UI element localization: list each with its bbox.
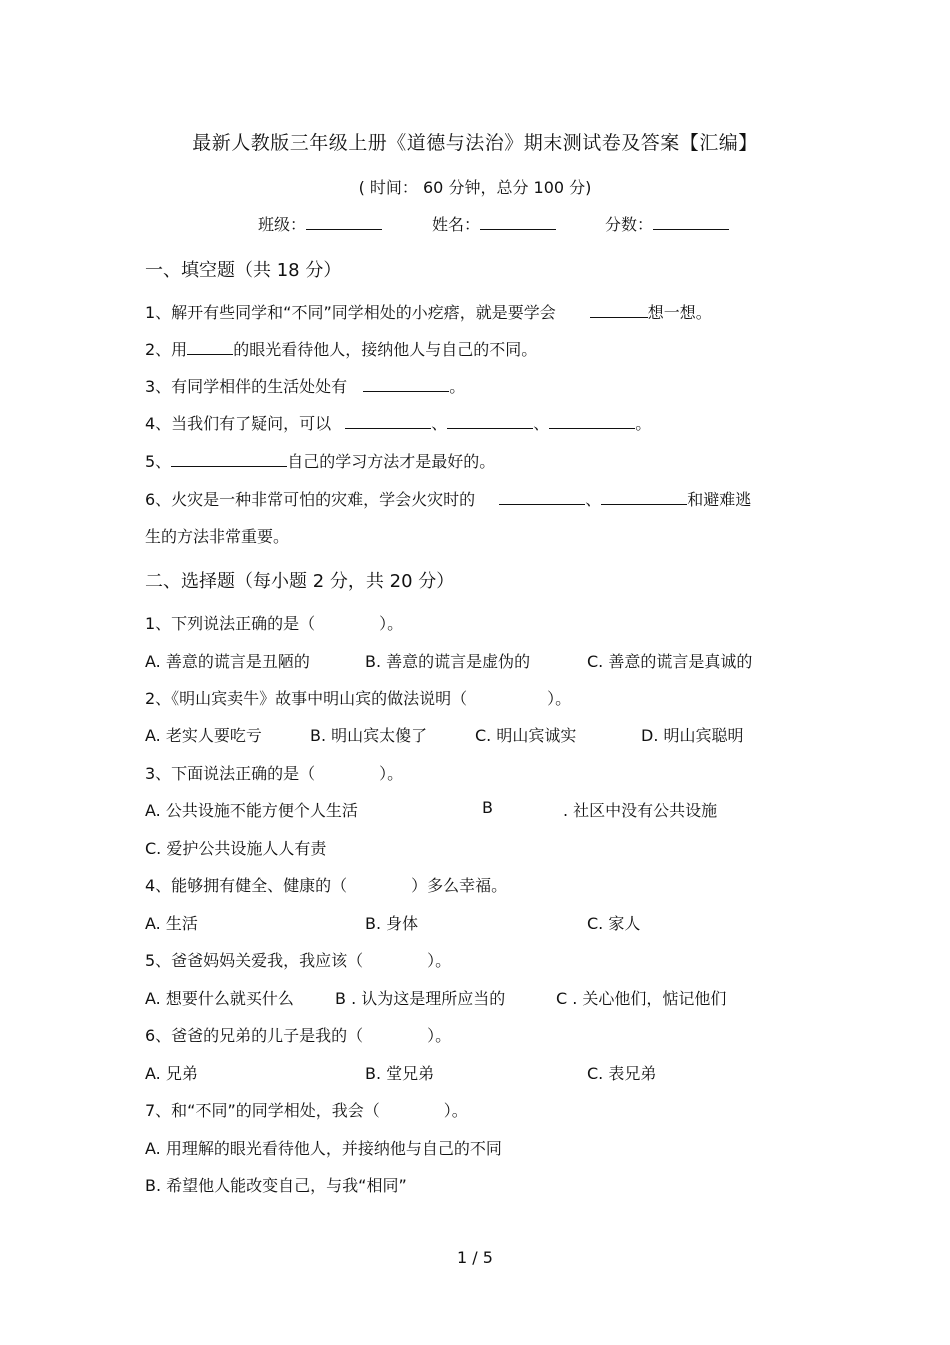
- answer-blank[interactable]: [499, 490, 585, 505]
- option-b[interactable]: . 社区中没有公共设施: [563, 801, 718, 820]
- name-field: [432, 212, 556, 235]
- class-field: [258, 212, 382, 235]
- choice-question-6: 6、爸爸的兄弟的儿子是我的（ ）。: [145, 1026, 452, 1045]
- time-score-info: ( 时间： 60 分钟，总分 100 分): [358, 178, 592, 197]
- section-choice-heading: 二、选择题（每小题 2 分，共 20 分）: [145, 571, 455, 592]
- class-blank[interactable]: [306, 215, 382, 230]
- choice-question-3: 3、下面说法正确的是（ ）。: [145, 764, 404, 783]
- option-c[interactable]: C. 明山宾诚实: [475, 726, 577, 745]
- fill-question-2: [145, 337, 537, 360]
- separator: 、: [431, 414, 448, 433]
- choice-question-1: 1、下列说法正确的是（ ）。: [145, 614, 404, 633]
- answer-blank[interactable]: [447, 414, 533, 429]
- score-label: 分数：: [605, 215, 654, 234]
- option-a[interactable]: A. 老实人要吃亏: [145, 726, 262, 745]
- option-b[interactable]: B. 堂兄弟: [365, 1064, 435, 1083]
- separator: 、: [585, 490, 602, 509]
- fill-question-5: [145, 449, 495, 472]
- option-b-letter[interactable]: B: [482, 798, 493, 817]
- option-b[interactable]: B. 希望他人能改变自己，与我“相同”: [145, 1176, 407, 1195]
- question-text: 的眼光看待他人，接纳他人与自己的不同。: [233, 340, 538, 359]
- question-text: 3、有同学相伴的生活处处有: [145, 377, 348, 396]
- option-a[interactable]: A. 想要什么就买什么: [145, 989, 294, 1008]
- option-c[interactable]: C . 关心他们，惦记他们: [556, 989, 727, 1008]
- option-a[interactable]: A. 兄弟: [145, 1064, 198, 1083]
- fill-question-6-cont: 生的方法非常重要。: [145, 527, 290, 546]
- fill-question-1: [145, 300, 712, 323]
- option-c[interactable]: C. 家人: [587, 914, 641, 933]
- separator: 。: [635, 414, 652, 433]
- answer-blank[interactable]: [549, 414, 635, 429]
- answer-blank[interactable]: [590, 303, 648, 318]
- page-title: 最新人教版三年级上册《道德与法治》期末测试卷及答案【汇编】: [192, 132, 758, 154]
- question-text: 6、火灾是一种非常可怕的灾难，学会火灾时的: [145, 490, 476, 509]
- name-blank[interactable]: [480, 215, 556, 230]
- question-text: 自己的学习方法才是最好的。: [287, 452, 496, 471]
- option-c[interactable]: C. 爱护公共设施人人有责: [145, 839, 327, 858]
- name-label: 姓名：: [432, 215, 481, 234]
- class-label: 班级：: [258, 215, 307, 234]
- answer-blank[interactable]: [601, 490, 687, 505]
- fill-question-4: [145, 411, 651, 434]
- answer-blank[interactable]: [187, 340, 233, 355]
- answer-blank[interactable]: [363, 377, 449, 392]
- score-field: [605, 212, 729, 235]
- option-b[interactable]: B. 善意的谎言是虚伪的: [365, 652, 531, 671]
- option-a[interactable]: A. 生活: [145, 914, 198, 933]
- choice-question-4: 4、能够拥有健全、健康的（ ）多么幸福。: [145, 876, 508, 895]
- option-b[interactable]: B. 明山宾太傻了: [310, 726, 428, 745]
- option-c[interactable]: C. 表兄弟: [587, 1064, 657, 1083]
- score-blank[interactable]: [653, 215, 729, 230]
- fill-question-6: [145, 487, 751, 510]
- fill-question-3: [145, 374, 465, 397]
- option-a[interactable]: A. 公共设施不能方便个人生活: [145, 801, 358, 820]
- option-d[interactable]: D. 明山宾聪明: [641, 726, 744, 745]
- option-b[interactable]: B . 认为这是理所应当的: [335, 989, 506, 1008]
- answer-blank[interactable]: [345, 414, 431, 429]
- option-c[interactable]: C. 善意的谎言是真诚的: [587, 652, 753, 671]
- question-text: 1、解开有些同学和“不同”同学相处的小疙瘩，就是要学会: [145, 303, 556, 322]
- option-b[interactable]: B. 身体: [365, 914, 419, 933]
- choice-question-5: 5、爸爸妈妈关爱我，我应该（ ）。: [145, 951, 452, 970]
- choice-question-7: 7、和“不同”的同学相处，我会（ ）。: [145, 1101, 468, 1120]
- answer-blank[interactable]: [171, 452, 287, 467]
- section-fill-blank-heading: 一、填空题（共 18 分）: [145, 260, 342, 281]
- option-a[interactable]: A. 善意的谎言是丑陋的: [145, 652, 310, 671]
- question-text: 和避难逃: [687, 490, 752, 509]
- choice-question-2: 2、《明山宾卖牛》故事中明山宾的做法说明（ ）。: [145, 689, 572, 708]
- option-a[interactable]: A. 用理解的眼光看待他人，并接纳他与自己的不同: [145, 1139, 502, 1158]
- question-text: 。: [449, 377, 466, 396]
- page-number: 1 / 5: [457, 1248, 493, 1267]
- question-text: 2、用: [145, 340, 188, 359]
- question-text: 4、当我们有了疑问，可以: [145, 414, 332, 433]
- question-text: 5、: [145, 452, 172, 471]
- question-text: 想一想。: [647, 303, 712, 322]
- separator: 、: [533, 414, 550, 433]
